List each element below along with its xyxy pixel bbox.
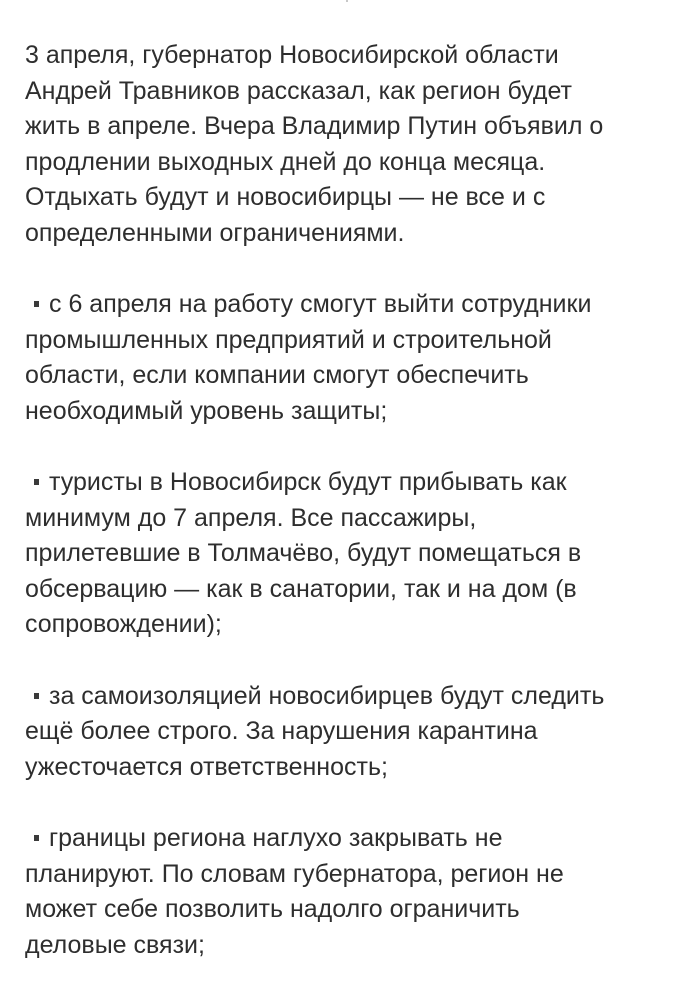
bullet-square-icon: [34, 479, 39, 485]
top-edge-mark: [346, 0, 348, 2]
intro-paragraph: 3 апреля, губернатор Новосибирской области Андрей Травников рассказал, как регион будет жить в апреле. Вчера Владимир Путин объявил о продлении выходных дней до конца месяца. Отдыхать будут и новосибирцы — не все и с определенными ограничениями.: [25, 41, 604, 247]
bullet-text: за самоизоляцией новосибирцев будут следить ещё более строго. За нарушения карантина ужесточается ответственность;: [25, 681, 605, 781]
bullet-square-icon: [34, 835, 39, 841]
bullet-text: с 6 апреля на работу смогут выйти сотрудники промышленных предприятий и строительной области, если компании смогут обеспечить необходимый уровень защиты;: [25, 290, 592, 425]
bullet-item: [25, 287, 675, 429]
bullet-item: [25, 679, 675, 786]
bullet-text: туристы в Новосибирск будут прибывать как минимум до 7 апреля. Все пассажиры, прилетевшие в Толмачёво, будут помещаться в обсервацию — как в санатории, так и на дом (в сопровождении);: [25, 468, 582, 638]
bullet-text: границы региона наглухо закрывать не планируют. По словам губернатора, регион не может себе позволить надолго ограничить деловые связи;: [25, 824, 564, 959]
bullet-square-icon: [34, 301, 39, 307]
article-body: [25, 38, 675, 963]
bullet-item: [25, 821, 675, 963]
bullet-square-icon: [34, 693, 39, 699]
bullet-item: [25, 465, 675, 643]
